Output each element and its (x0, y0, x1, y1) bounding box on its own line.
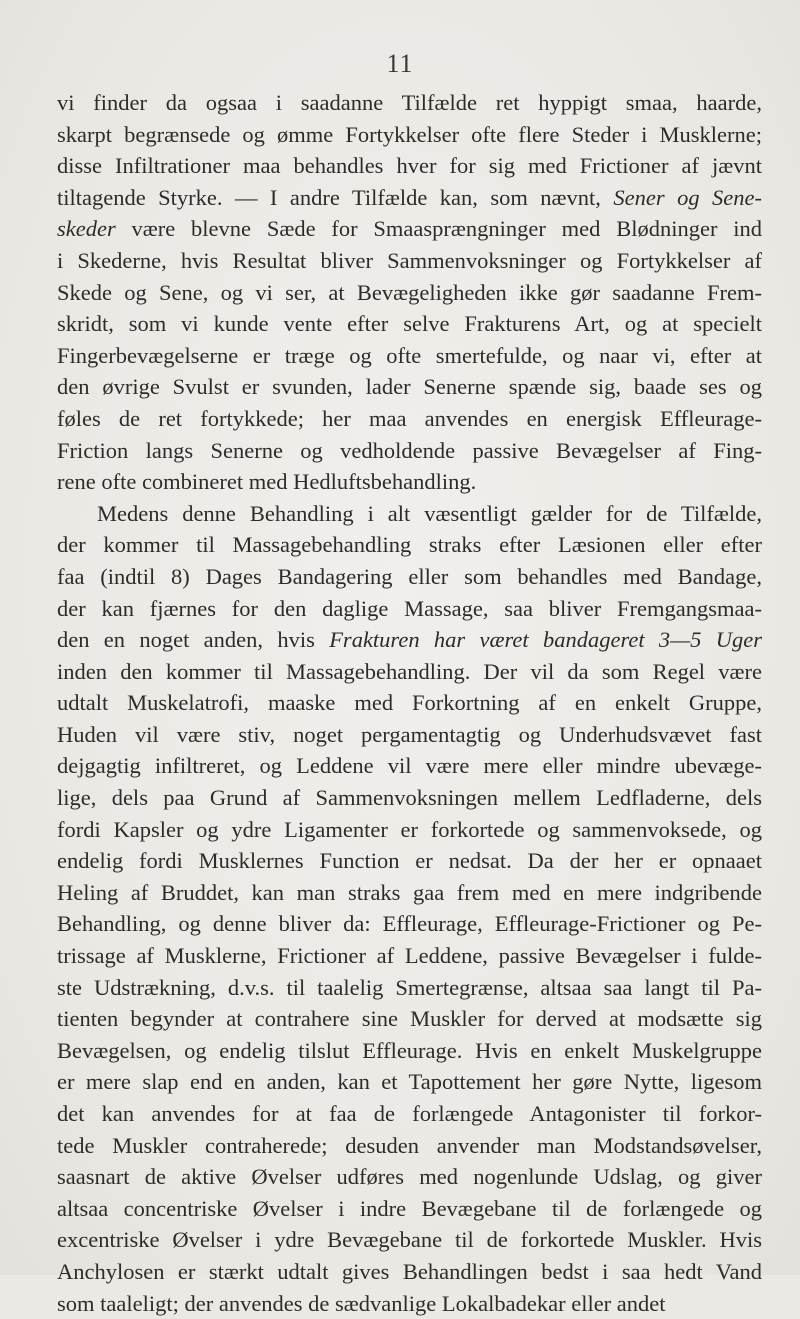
text-line: endelig fordi Musklernes Function er nedsat. Da der her er opnaaet (57, 848, 762, 874)
text-line: der kan fjærnes for den daglige Massage, saa bliver Fremgangsmaa- (57, 595, 762, 621)
body-text (57, 87, 762, 1319)
text-line: disse Infiltrationer maa behandles hver for sig med Frictioner af jævnt (57, 153, 762, 179)
text-line: lige, dels paa Grund af Sammenvoksningen mellem Ledfladerne, dels (57, 785, 762, 811)
text-line: faa (indtil 8) Dages Bandagering eller som behandles med Bandage, (57, 563, 762, 589)
text-line: i Skederne, hvis Resultat bliver Sammenvoksninger og Fortykkelser af (57, 247, 762, 273)
text-line: skarpt begrænsede og ømme Fortykkelser ofte flere Steder i Musklerne; (57, 121, 762, 147)
text-line: vi finder da ogsaa i saadanne Tilfælde ret hyppigt smaa, haarde, (57, 90, 762, 115)
text-line: Heling af Bruddet, kan man straks gaa frem med en mere indgribende (57, 879, 762, 905)
text-line: Friction langs Senerne og vedholdende passive Bevægelser af Fing- (57, 437, 762, 463)
text-line: ste Udstrækning, d.v.s. til taalelig Smertegrænse, altsaa saa langt til Pa- (57, 974, 762, 1000)
text-line: Behandling, og denne bliver da: Effleurage, Effleurage-Frictioner og Pe- (57, 911, 762, 937)
text-line: føles de ret fortykkede; her maa anvendes en energisk Effleurage- (57, 405, 762, 431)
text-line: saasnart de aktive Øvelser udføres med nogenlunde Udslag, og giver (57, 1164, 762, 1190)
text-line: tiltagende Styrke. — I andre Tilfælde kan, som nævnt, Sener og Sene- (57, 184, 762, 210)
text-line: Huden vil være stiv, noget pergamentagtig og Underhudsvævet fast (57, 721, 762, 747)
text-line: den en noget anden, hvis Frakturen har været bandageret 3—5 Uger (57, 627, 762, 653)
page-number: 11 (386, 49, 414, 78)
text-line: inden den kommer til Massagebehandling. Der vil da som Regel være (57, 658, 762, 684)
text-line: Skede og Sene, og vi ser, at Bevægeligheden ikke gør saadanne Frem- (57, 279, 762, 305)
text-line: Fingerbevægelserne er træge og ofte smertefulde, og naar vi, efter at (57, 342, 762, 368)
text-line: altsaa concentriske Øvelser i indre Bevægebane til de forlængede og (57, 1195, 762, 1221)
text-line: det kan anvendes for at faa de forlængede Antagonister til forkor- (57, 1101, 762, 1126)
text-line: rene ofte combineret med Hedluftsbehandling. (57, 469, 477, 495)
text-line: udtalt Muskelatrofi, maaske med Forkortning af en enkelt Gruppe, (57, 690, 762, 716)
text-line: tede Muskler contraherede; desuden anvender man Modstandsøvelser, (57, 1132, 762, 1158)
text-line: Anchylosen er stærkt udtalt gives Behandlingen bedst i saa hedt Vand (57, 1258, 762, 1284)
text-line: er mere slap end en anden, kan et Tapottement her gøre Nytte, ligesom (57, 1069, 762, 1095)
text-line: Medens denne Behandling i alt væsentligt gælder for de Tilfælde, (97, 500, 762, 526)
text-line: den øvrige Svulst er svunden, lader Senerne spænde sig, baade ses og (57, 374, 762, 400)
text-line: fordi Kapsler og ydre Ligamenter er forkortede og sammenvoksede, og (57, 816, 762, 842)
text-line: skeder være blevne Sæde for Smaasprængninger med Blødninger ind (57, 216, 762, 242)
text-line: skridt, som vi kunde vente efter selve Frakturens Art, og at specielt (57, 311, 762, 337)
text-line: som taaleligt; der anvendes de sædvanlige Lokalbadekar eller andet (57, 1290, 666, 1316)
text-line: Bevægelsen, og endelig tilslut Effleurage. Hvis en enkelt Muskelgruppe (57, 1037, 762, 1063)
text-line: tienten begynder at contrahere sine Muskler for derved at modsætte sig (57, 1006, 762, 1032)
text-line: der kommer til Massagebehandling straks efter Læsionen eller efter (57, 532, 762, 558)
text-line: dejgagtig infiltreret, og Leddene vil være mere eller mindre ubevæge- (57, 753, 762, 779)
text-line: trissage af Musklerne, Frictioner af Leddene, passive Bevægelser i fulde- (57, 943, 762, 969)
text-line: excentriske Øvelser i ydre Bevægebane til de forkortede Muskler. Hvis (57, 1227, 762, 1253)
